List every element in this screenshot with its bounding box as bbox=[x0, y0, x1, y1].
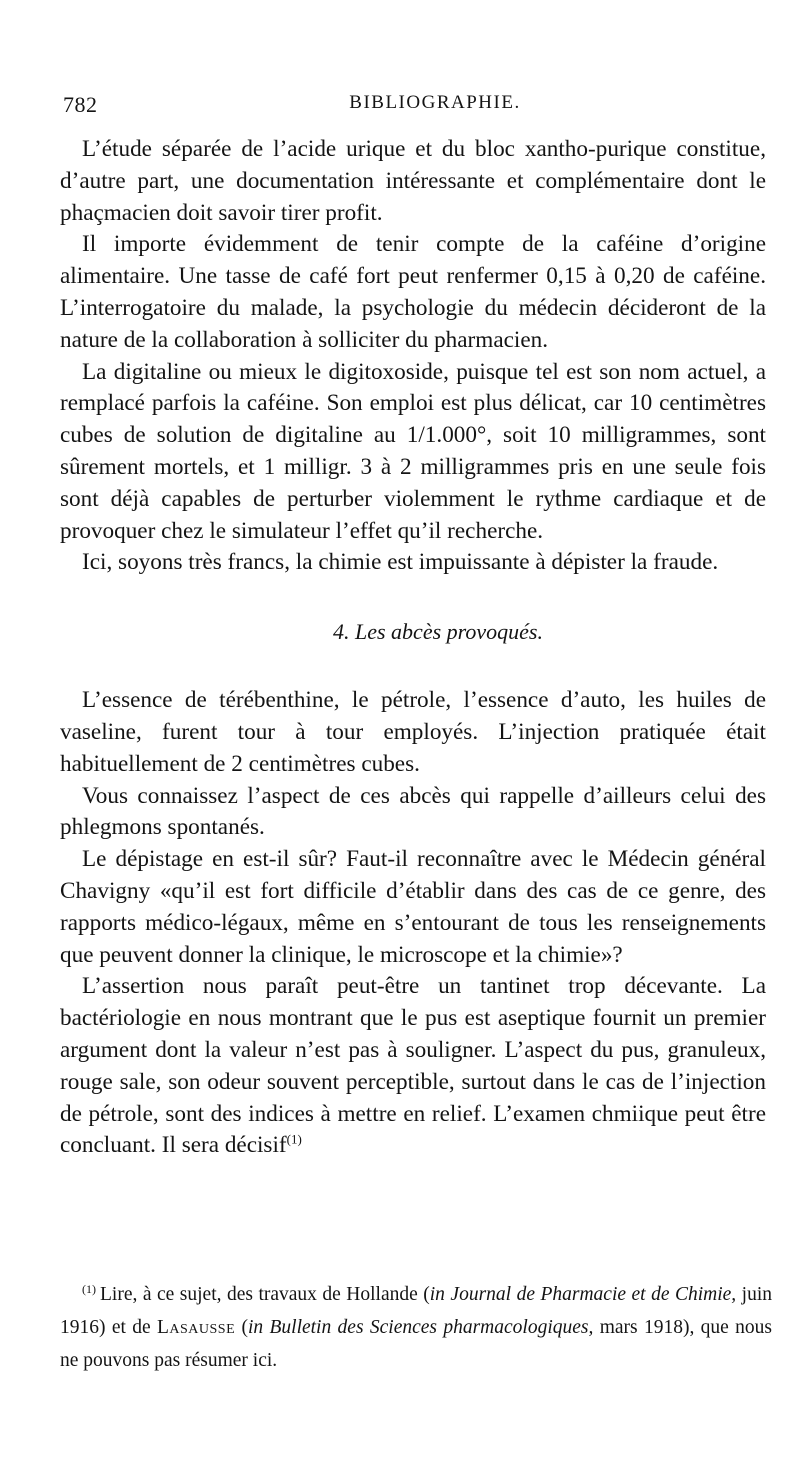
paragraph: Il importe évidemment de tenir compte de la caféine d’origine alimentaire. Une tasse de café fort peut renfermer 0,15 à 0,20 de caféine. L’interrogatoire du malade, la psychologie du médecin décideront de la nature de la collaboration à solliciter du pharmacien. bbox=[60, 231, 766, 353]
footnote-text-3: ( bbox=[235, 1317, 248, 1338]
page-header bbox=[60, 92, 770, 122]
paragraph: L’étude séparée de l’acide urique et du bloc xantho-purique constitue, d’autre part, une documentation intéressante et complémentaire dont le phaçmacien doit savoir tirer profit. bbox=[60, 136, 766, 226]
paragraph: Le dépistage en est-il sûr? Faut-il reconnaître avec le Médecin général Chavigny «qu’il est fort difficile d’établir dans des cas de ce genre, des rapports médico-légaux, même en s’entourant de tous les renseignements que peuvent donner la clinique, le microscope et la chimie»? bbox=[60, 846, 766, 968]
paragraph-last bbox=[60, 971, 766, 1162]
footnote bbox=[60, 1278, 772, 1377]
section-title: Les abcès provoqués. bbox=[355, 619, 543, 645]
section-number: 4. bbox=[333, 619, 350, 645]
footnote-text-1: Lire, à ce sujet, des travaux de Hollande ( bbox=[100, 1284, 430, 1305]
page-number: 782 bbox=[63, 92, 98, 117]
paragraph: La digitaline ou mieux le digitoxoside, puisque tel est son nom actuel, a remplacé parfois la caféine. Son emploi est plus délicat, car 10 centimètres cubes de solution de digitaline au 1/1.000°, soit 10 milligrammes, sont sûrement mortels, et 1 milligr. 3 à 2 milligrammes pris en une seule fois sont déjà capables de perturber violemment le rythme cardiaque et de provoquer chez le simulateur l’effet qu’il recherche. bbox=[60, 358, 766, 544]
page-body bbox=[60, 134, 766, 1162]
footnote-journal-2: in Bulletin des Sciences pharmacologiques, bbox=[247, 1317, 594, 1338]
paragraph: L’essence de térébenthine, le pétrole, l’essence d’auto, les huiles de vaseline, furent tour à tour employés. L’injection pratiquée était habituellement de 2 centimètres cubes. bbox=[60, 687, 766, 777]
footnotes bbox=[60, 1278, 772, 1377]
footnote-journal-1: in Journal de Pharmacie et de Chimie, bbox=[429, 1284, 737, 1305]
paragraph-text: L’assertion nous paraît peut-être un tantinet trop décevante. La bactériologie en nous montrant que le pus est aseptique fournit un premier argument dont la valeur n’est pas à souligner. L’aspect du pus, granuleux, rouge sale, son odeur souvent perceptible, surtout dans le cas de l’injection de pétrole, sont des indices à mettre en relief. L’examen chmiique peut être concluant. Il sera décisif bbox=[60, 973, 766, 1159]
footnote-author: Lasausse bbox=[156, 1317, 236, 1338]
paragraph: Vous connaissez l’aspect de ces abcès qui rappelle d’ailleurs celui des phlegmons spontanés. bbox=[60, 782, 766, 841]
paragraph: Ici, soyons très francs, la chimie est impuissante à dépister la fraude. bbox=[82, 549, 719, 576]
footnote-text-4: mars 1918), que nous ne pouvons pas résumer ici. bbox=[60, 1317, 772, 1371]
section-heading bbox=[60, 617, 766, 647]
footnote-reference[interactable]: (1) bbox=[286, 1131, 302, 1147]
footnote-text-2: juin 1916) et de bbox=[60, 1284, 772, 1338]
footnote-mark: (1) bbox=[82, 1281, 96, 1296]
running-title: BIBLIOGRAPHIE. bbox=[349, 92, 521, 113]
